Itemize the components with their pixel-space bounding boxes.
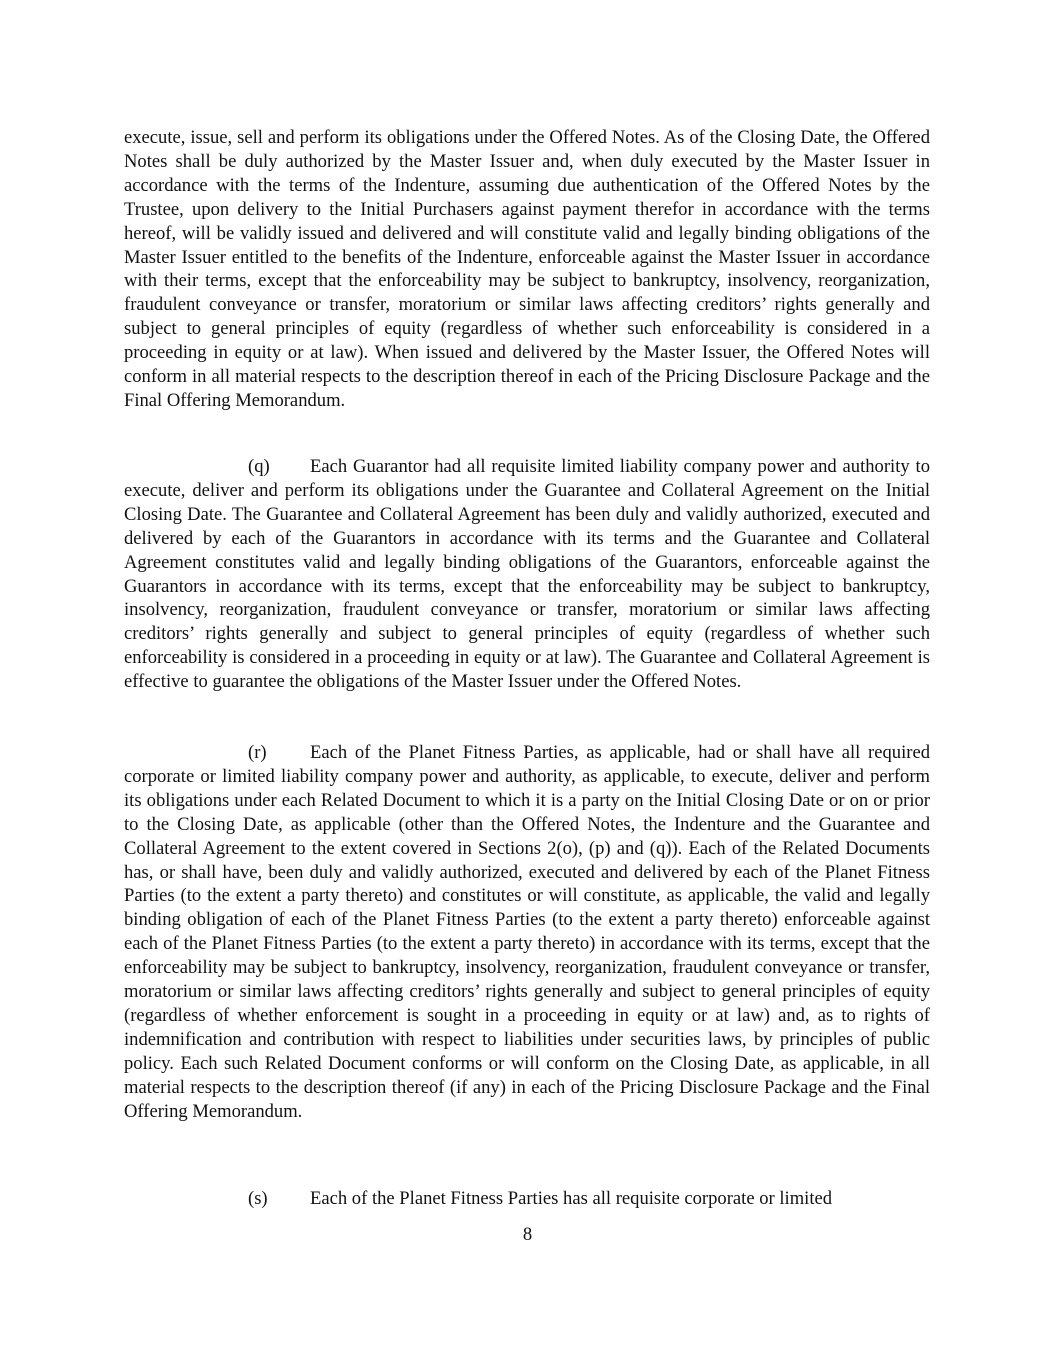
paragraph-text: execute, issue, sell and perform its obligations under the Offered Notes. As of the Closing Date, the Offered Notes shall be duly authorized by the Master Issuer and, when duly executed by the Master Issuer in accordance with the terms of the Indenture, assuming due authentication of the Offered Notes by the Trustee, upon delivery to the Initial Purchasers against payment therefor in accordance with the terms hereof, will be validly issued and delivered and will constitute valid and legally binding obligations of the Master Issuer entitled to the benefits of the Indenture, enforceable against the Master Issuer in accordance with their terms, except that the enforceability may be subject to bankruptcy, insolvency, reorganization, fraudulent conveyance or transfer, moratorium or similar laws affecting creditors’ rights generally and subject to general principles of equity (regardless of whether such enforceability is considered in a proceeding in equity or at law). When issued and delivered by the Master Issuer, the Offered Notes will conform in all material respects to the description thereof in each of the Pricing Disclosure Package and the Final Offering Memorandum. — [124, 127, 930, 411]
paragraph-label: (r) — [248, 742, 267, 763]
paragraph-text: Each Guarantor had all requisite limited liability company power and authority to execute, deliver and perform its obligations under the Guarantee and Collateral Agreement on the Initial Closing Date. The Guarantee and Collateral Agreement has been duly and validly authorized, executed and delivered by each of the Guarantors in accordance with its terms and the Guarantee and Collateral Agreement constitutes valid and legally binding obligations of the Guarantors, enforceable against the Guarantors in accordance with its terms, except that the enforceability may be subject to bankruptcy, insolvency, reorganization, fraudulent conveyance or transfer, moratorium or similar laws affecting creditors’ rights generally and subject to general principles of equity (regardless of whether such enforceability is considered in a proceeding in equity or at law). The Guarantee and Collateral Agreement is effective to guarantee the obligations of the Master Issuer under the Offered Notes. — [124, 456, 930, 693]
page-number: 8 — [522, 1224, 533, 1245]
paragraph-label: (q) — [248, 456, 270, 477]
paragraph-s — [124, 1187, 930, 1211]
paragraph-r — [124, 741, 930, 1124]
paragraph-q — [124, 455, 930, 694]
paragraph-label: (s) — [248, 1188, 268, 1209]
paragraph-text: Each of the Planet Fitness Parties has all requisite corporate or limited — [310, 1188, 833, 1209]
paragraph-text: Each of the Planet Fitness Parties, as applicable, had or shall have all required corporate or limited liability company power and authority, as applicable, to execute, deliver and perform its obligations under each Related Document to which it is a party on the Initial Closing Date or on or prior to the Closing Date, as applicable (other than the Offered Notes, the Indenture and the Guarantee and Collateral Agreement to the extent covered in Sections 2(o), (p) and (q)). Each of the Related Documents has, or shall have, been duly and validly authorized, executed and delivered by each of the Planet Fitness Parties (to the extent a party thereto) and constitutes or will constitute, as applicable, the valid and legally binding obligation of each of the Planet Fitness Parties (to the extent a party thereto) enforceable against each of the Planet Fitness Parties (to the extent a party thereto) in accordance with its terms, except that the enforceability may be subject to bankruptcy, insolvency, reorganization, fraudulent conveyance or transfer, moratorium or similar laws affecting creditors’ rights generally and subject to general principles of equity (regardless of whether enforcement is sought in a proceeding in equity or at law) and, as to rights of indemnification and contribution with respect to liabilities under securities laws, by principles of public policy. Each such Related Document conforms or will conform on the Closing Date, as applicable, in all material respects to the description thereof (if any) in each of the Pricing Disclosure Package and the Final Offering Memorandum. — [124, 742, 930, 1122]
paragraph-continuation — [124, 126, 930, 413]
